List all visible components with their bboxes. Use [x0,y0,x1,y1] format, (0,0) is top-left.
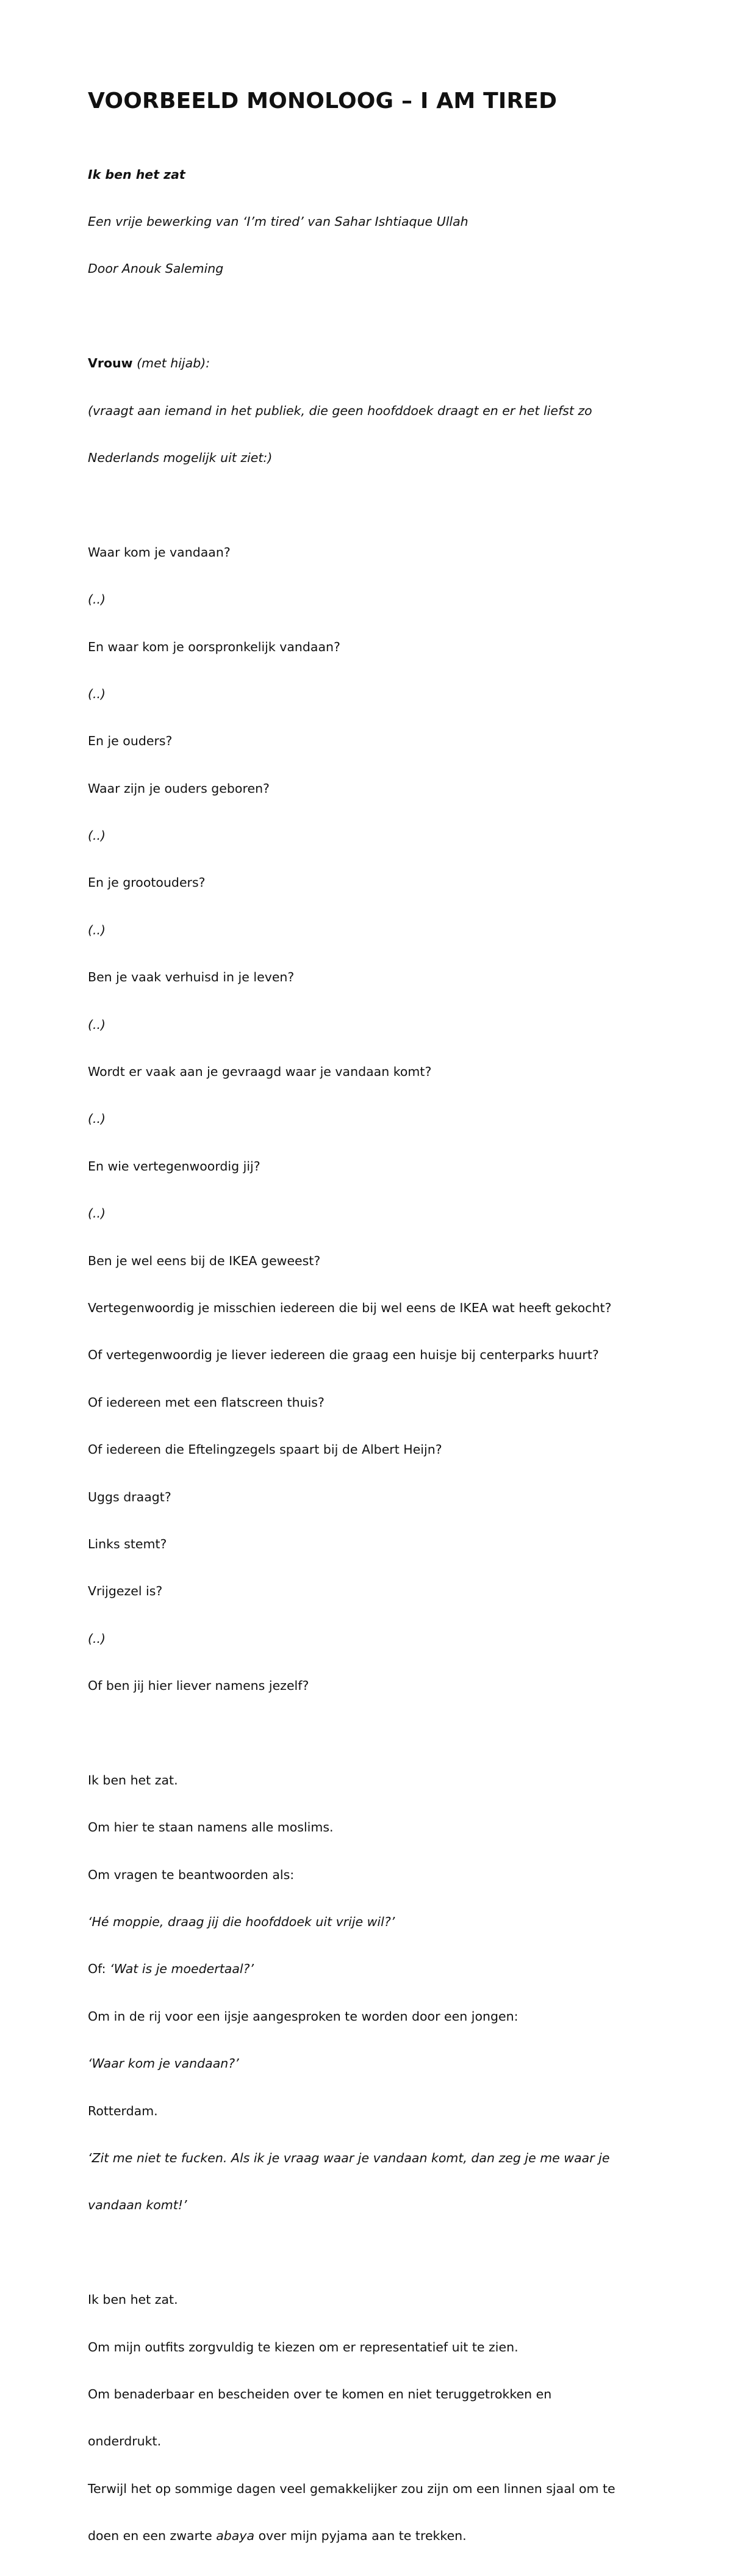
pause-marker: (..) [88,1206,106,1221]
spacer [88,309,655,325]
spacer [88,2245,655,2261]
line-suffix: over mijn pyjama aan te trekken. [254,2528,467,2544]
dialogue-line: Of iedereen met een flatscreen thuis? [88,1394,325,1410]
dialogue-line: Waar zijn je ouders geboren? [88,781,270,796]
dialogue-line: onderdrukt. [88,2434,162,2449]
quoted-line: ‘Hé moppie, draag jij die hoofddoek uit vrije wil?’ [88,1914,395,1930]
quote-prefix: Of: [88,1961,110,1977]
line-prefix: doen en een zwarte [88,2528,217,2544]
dialogue-line: Of ben jij hier liever namens jezelf? [88,1678,309,1694]
pause-marker: (..) [88,922,106,937]
dialogue-line: Of vertegenwoordig je liever iedereen die graag een huisje bij centerparks huurt? [88,1348,599,1363]
dialogue-line: Om hier te staan namens alle moslims. [88,1820,334,1835]
pause-marker: (..) [88,1017,106,1032]
stage-direction: Nederlands mogelijk uit ziet:) [88,450,273,465]
quoted-text: ‘Wat is je moedertaal?’ [110,1961,254,1977]
dialogue-line: Wordt er vaak aan je gevraagd waar je vandaan komt? [88,1064,432,1080]
dialogue-line: Vrijgezel is? [88,1584,163,1599]
dialogue-line: Rotterdam. [88,2103,158,2118]
dialogue-block-1 [88,513,655,1725]
pause-marker: (..) [88,1111,106,1127]
speaker-line [88,356,655,372]
pause-marker: (..) [88,828,106,843]
dialogue-line: Waar kom je vandaan? [88,544,231,560]
dialogue-line: En waar kom je oorspronkelijk vandaan? [88,639,340,654]
dialogue-line: En wie vertegenwoordig jij? [88,1158,260,1174]
dialogue-line: Om mijn outfits zorgvuldig te kiezen om er representatief uit te zien. [88,2339,518,2354]
dialogue-line: En je ouders? [88,734,173,749]
dialogue-line: Ik ben het zat. [88,1772,178,1788]
quoted-line: ‘Zit me niet te fucken. Als ik je vraag waar je vandaan komt, dan zeg je me waar je [88,2151,610,2165]
author-line: Door Anouk Saleming [88,261,224,276]
dialogue-line: Ben je vaak verhuisd in je leven? [88,970,295,985]
dialogue-line: En je grootouders? [88,875,206,890]
document-page [88,87,655,2576]
quoted-line: ‘Waar kom je vandaan?’ [88,2056,239,2071]
dialogue-line: Om in de rij voor een ijsje aangesproken te worden door een jongen: [88,2008,518,2024]
dialogue-line [88,2528,655,2544]
speaker-block [88,325,655,498]
dialogue-line: Ik ben het zat. [88,2292,178,2307]
dialogue-line [88,1961,655,1977]
dialogue-line: Vertegenwoordig je misschien iedereen die bij wel eens de IKEA wat heeft gekocht? [88,1300,612,1315]
italic-word: abaya [216,2528,255,2544]
credit-line: Een vrije bewerking van ‘I’m tired’ van Sahar Ishtiaque Ullah [88,214,468,229]
dialogue-line: Links stemt? [88,1536,167,1551]
document-title: VOORBEELD MONOLOOG – I AM TIRED [88,88,558,114]
dialogue-line: Om benaderbaar en bescheiden over te komen en niet teruggetrokken en [88,2386,552,2401]
dialogue-line: Of iedereen die Eftelingzegels spaart bij de Albert Heijn? [88,1442,442,1457]
dialogue-line: Om vragen te beantwoorden als: [88,1867,295,1882]
dialogue-line: Terwijl het op sommige dagen veel gemakkelijker zou zijn om een linnen sjaal om te [88,2481,615,2496]
speaker-note: (met hijab): [132,356,210,371]
stage-direction: (vraagt aan iemand in het publiek, die geen hoofddoek draagt en er het liefst zo [88,403,592,418]
spacer [88,497,655,513]
quoted-line: vandaan komt!’ [88,2198,187,2213]
header-block [88,135,655,309]
pause-marker: (..) [88,686,106,701]
dialogue-line: Uggs draagt? [88,1489,171,1504]
pause-marker: (..) [88,592,106,607]
spacer [88,1725,655,1741]
dialogue-line: Ben je wel eens bij de IKEA geweest? [88,1253,321,1268]
speaker-name: Vrouw [88,356,133,371]
dialogue-block-3 [88,2261,655,2576]
pause-marker: (..) [88,1631,106,1646]
subtitle: Ik ben het zat [88,167,185,182]
dialogue-block-2 [88,1741,655,2245]
